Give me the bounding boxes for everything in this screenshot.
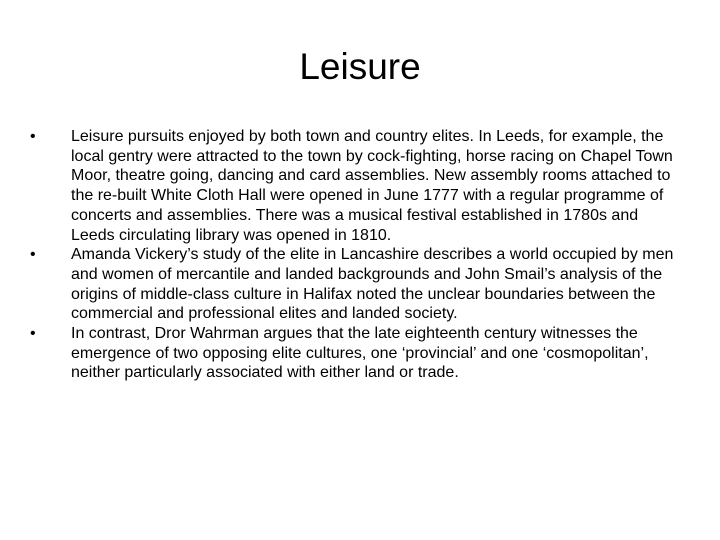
slide-title: Leisure [299, 46, 421, 87]
bullet-item-2 [30, 245, 678, 324]
bullet-text-2: Amanda Vickery’s study of the elite in Lancashire describes a world occupied by men and women of mercantile and landed backgrounds and John Smail’s analysis of the origins of middle-class culture in Halifax noted the unclear boundaries between the commercial and professional elites and landed society. [71, 246, 674, 323]
bullet-list [30, 127, 678, 383]
bullet-item-3 [30, 324, 678, 383]
bullet-text-3: In contrast, Dror Wahrman argues that the late eighteenth century witnesses the emergence of two opposing elite cultures, one ‘provincial’ and one ‘cosmopolitan’, neither particularly associated with either land or trade. [71, 325, 649, 382]
bullet-text-1: Leisure pursuits enjoyed by both town and country elites. In Leeds, for example, the local gentry were attracted to the town by cock-fighting, horse racing on Chapel Town Moor, theatre going, dancing and card assemblies. New assembly rooms attached to the re-built White Cloth Hall were opened in June 1777 with a regular programme of concerts and assemblies. There was a musical festival established in 1780s and Leeds circulating library was opened in 1810. [71, 128, 673, 244]
bullet-item-1 [30, 127, 678, 245]
bullet-icon: • [30, 246, 36, 264]
bullet-icon: • [30, 128, 36, 145]
bullet-icon: • [30, 325, 36, 343]
